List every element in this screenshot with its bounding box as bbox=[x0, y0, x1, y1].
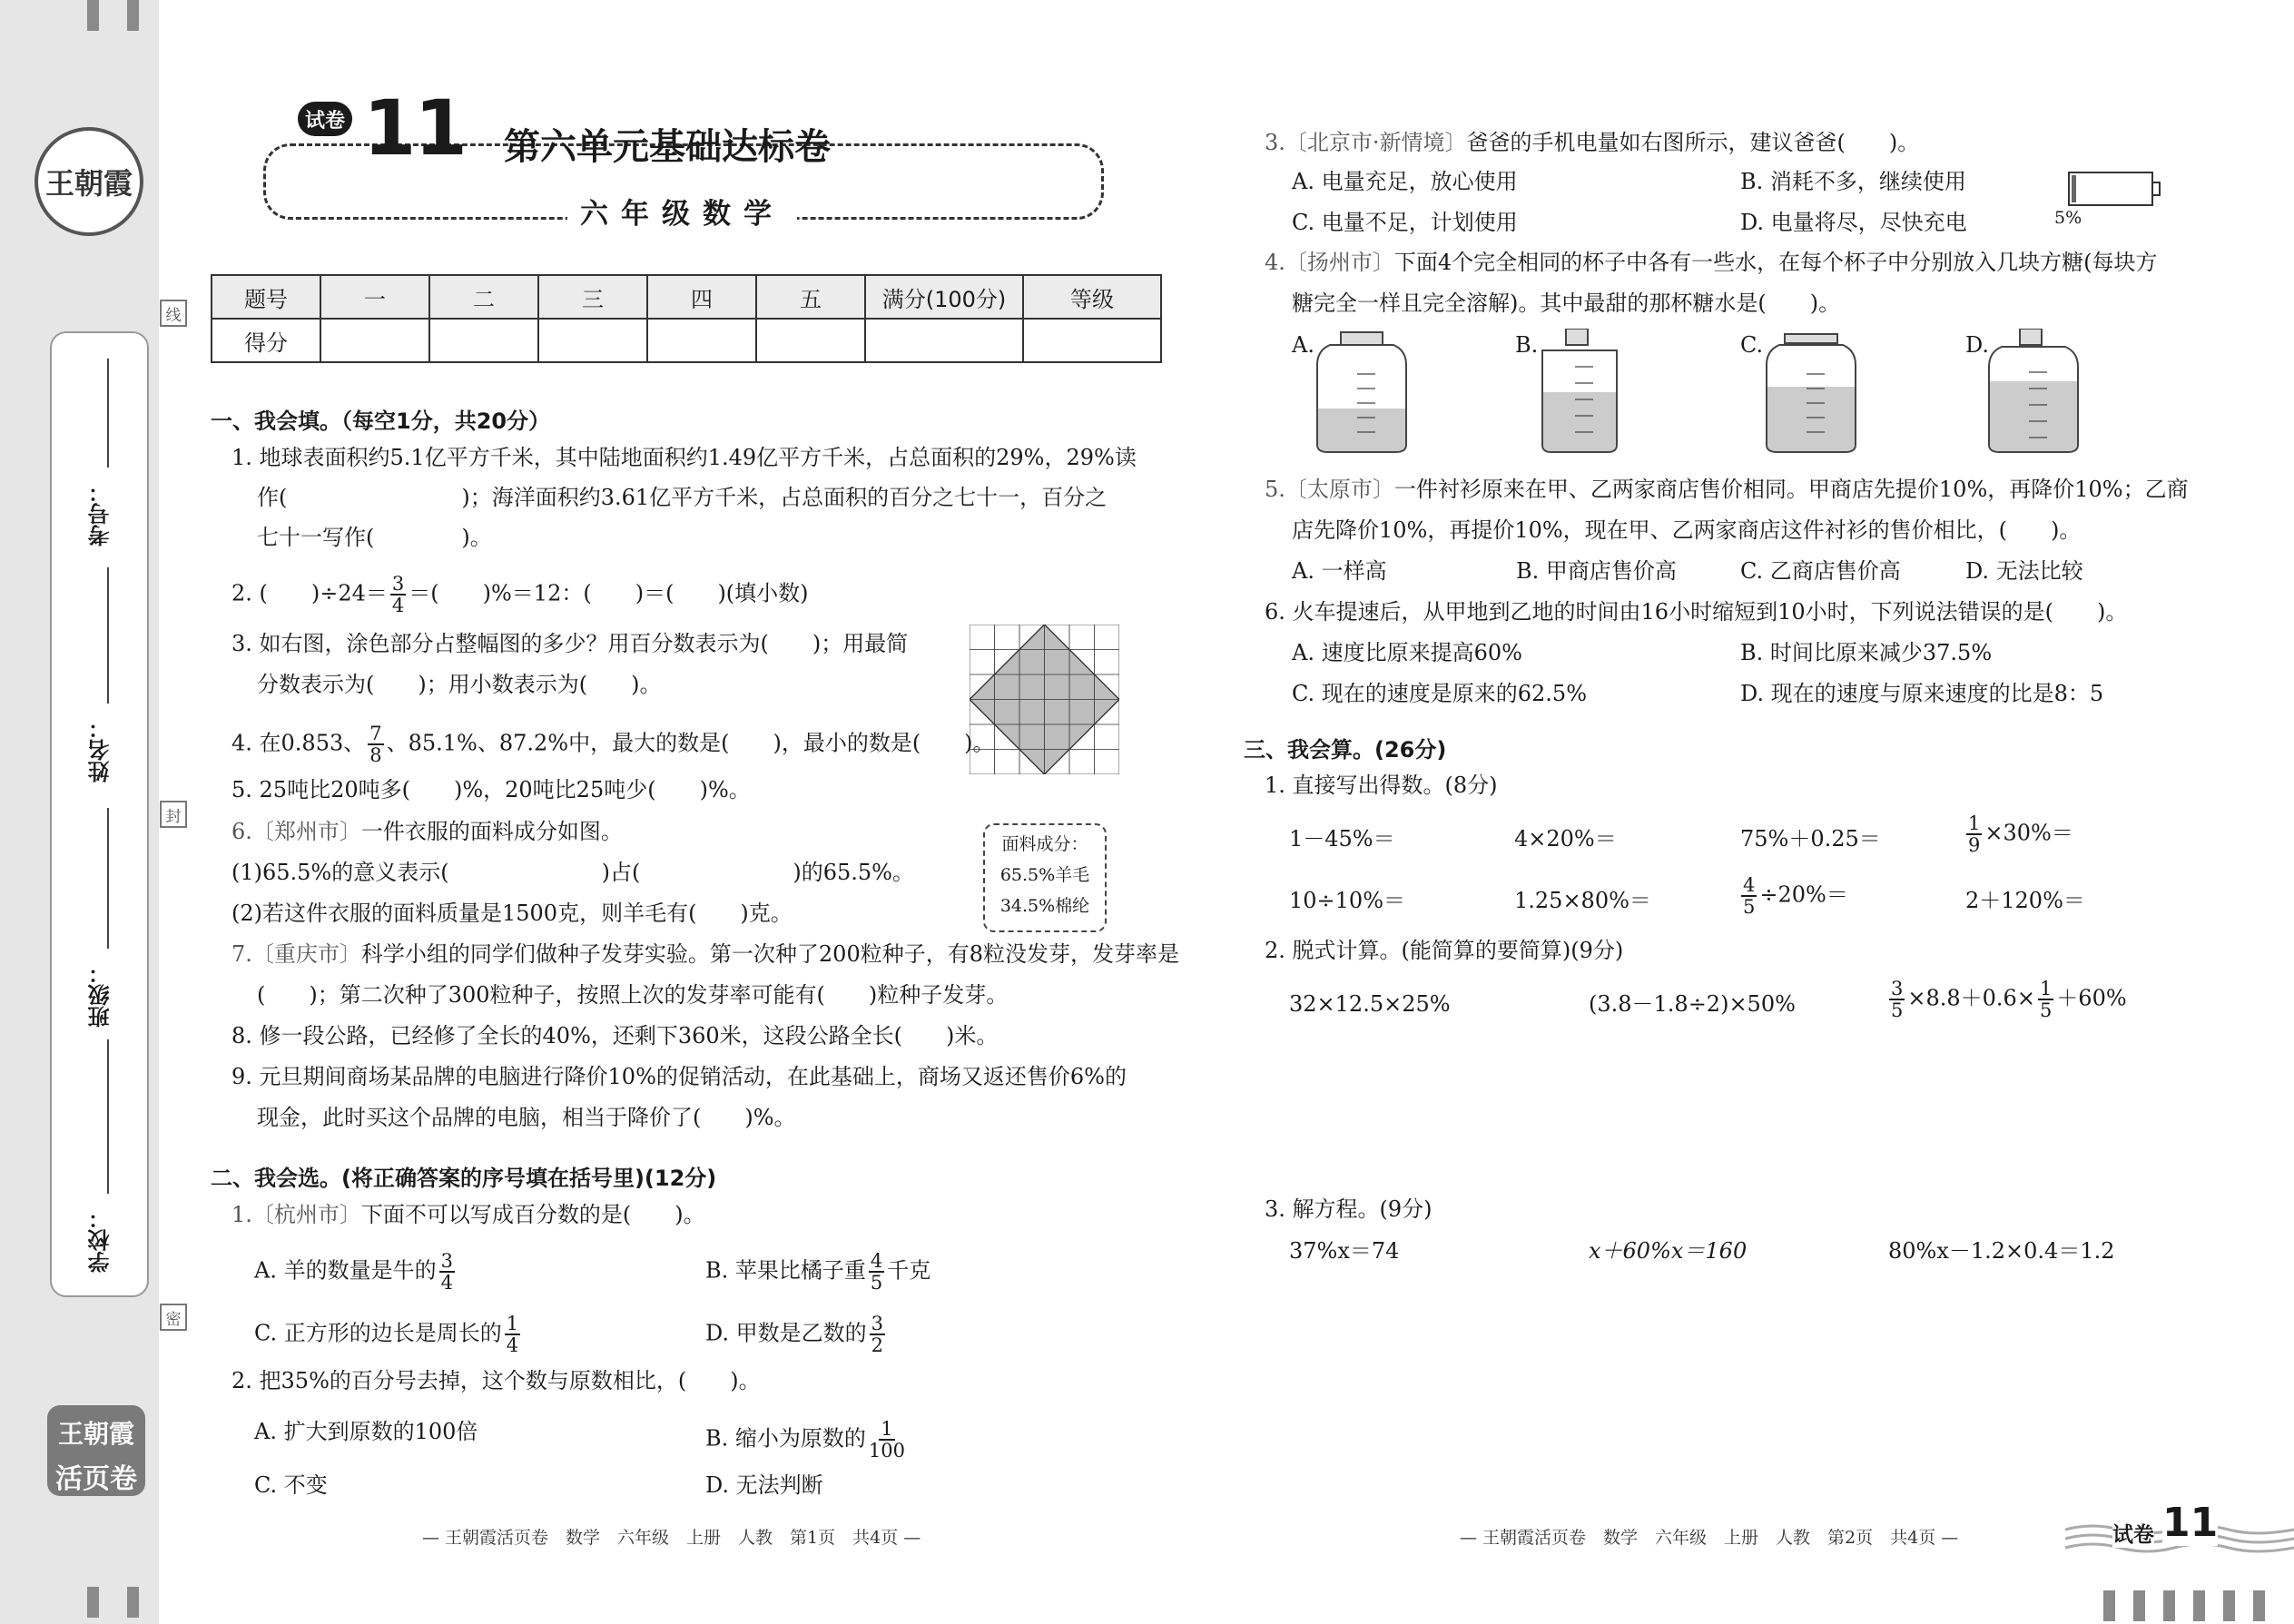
frac-den: 9 bbox=[1968, 834, 1981, 856]
s1-q2 bbox=[231, 574, 809, 615]
calc-item: (3.8－1.8÷2)×50% bbox=[1589, 991, 1796, 1017]
table-header: 三 bbox=[538, 275, 647, 319]
frac-num: 4 bbox=[870, 1250, 883, 1272]
cup-label-d[interactable]: D. bbox=[1965, 332, 1990, 358]
score-cell[interactable] bbox=[1023, 319, 1161, 362]
section2-title: 二、我会选。(将正确答案的序号填在括号里)(12分) bbox=[211, 1166, 717, 1191]
strip-bar bbox=[2103, 1590, 2115, 1621]
frac-den: 5 bbox=[1743, 896, 1756, 918]
frac-num: 7 bbox=[369, 723, 382, 744]
strip-bar bbox=[2163, 1590, 2175, 1621]
s1-q6-a: (1)65.5%的意义表示( )占( )的65.5%。 bbox=[231, 860, 914, 885]
s1-q6 bbox=[231, 819, 623, 844]
fraction bbox=[869, 1251, 884, 1293]
fabric-nylon: 34.5%棉纶 bbox=[999, 896, 1090, 916]
s2-q6-option-b[interactable]: B. 时间比原来减少37.5% bbox=[1740, 640, 1993, 665]
name-field[interactable] bbox=[107, 567, 109, 704]
strip-bar bbox=[127, 1587, 139, 1618]
strip-bar bbox=[87, 1587, 99, 1618]
option-text: C. 正方形的边长是周长的 bbox=[254, 1320, 502, 1346]
frac-num: 1 bbox=[2039, 978, 2053, 999]
calc-item: 4×20%＝ bbox=[1514, 826, 1617, 851]
fraction bbox=[390, 574, 406, 615]
calc-text: ＋60% bbox=[2056, 985, 2127, 1011]
s1-q2-b: ＝( )%＝12：( )＝( )(填小数) bbox=[409, 580, 809, 606]
s1-q1-line1: 1. 地球表面积约5.1亿平方千米，其中陆地面积约1.49亿平方千米，占总面积的29%，29%读 bbox=[231, 445, 1137, 470]
s1-q4 bbox=[231, 723, 995, 765]
table-header: 一 bbox=[320, 275, 429, 319]
strip-bar bbox=[2133, 1590, 2145, 1621]
frac-den: 4 bbox=[506, 1334, 519, 1356]
calc-item bbox=[1738, 875, 1848, 917]
s3-q1-title: 1. 直接写出得数。(8分) bbox=[1265, 773, 1498, 798]
s2-q6-option-d[interactable]: D. 现在的速度与原来速度的比是8：5 bbox=[1740, 681, 2104, 706]
score-table bbox=[211, 274, 1162, 363]
equation-item: 37%x＝74 bbox=[1289, 1238, 1400, 1264]
source-tag: 5.〔太原市〕 bbox=[1265, 477, 1394, 502]
frac-num: 1 bbox=[881, 1418, 893, 1440]
class-field[interactable] bbox=[107, 808, 109, 949]
school-field[interactable] bbox=[107, 1039, 109, 1194]
footer-right: — 王朝霞活页卷 数学 六年级 上册 人教 第2页 共4页 — bbox=[1460, 1528, 1959, 1548]
s2-q5-text2: 店先降价10%，再提价10%，现在甲、乙两家商店这件衬衫的售价相比，( )。 bbox=[1292, 517, 2082, 543]
s2-q2-option-a[interactable]: A. 扩大到原数的100倍 bbox=[254, 1419, 478, 1444]
fraction bbox=[1741, 875, 1757, 917]
source-tag: 7.〔重庆市〕 bbox=[231, 941, 361, 967]
section1-title: 一、我会填。（每空1分，共20分） bbox=[211, 408, 551, 434]
option-text: D. 甲数是乙数的 bbox=[705, 1320, 867, 1346]
source-tag: 1.〔杭州市〕 bbox=[231, 1202, 361, 1227]
s1-q2-a: 2. ( )÷24＝ bbox=[231, 580, 388, 606]
s2-q2-option-b[interactable] bbox=[705, 1419, 908, 1461]
score-cell[interactable] bbox=[865, 319, 1023, 362]
strip-bar bbox=[87, 0, 99, 31]
fraction bbox=[870, 1314, 885, 1355]
frac-num: 3 bbox=[440, 1250, 453, 1272]
s2-q6-option-a[interactable]: A. 速度比原来提高60% bbox=[1292, 640, 1522, 665]
fraction bbox=[1966, 813, 1982, 855]
source-tag: 3.〔北京市·新情境〕 bbox=[1265, 130, 1467, 155]
score-cell[interactable] bbox=[320, 319, 429, 362]
frac-den: 4 bbox=[391, 595, 405, 616]
s2-q3-text: 爸爸的手机电量如右图所示，建议爸爸( )。 bbox=[1466, 130, 1920, 155]
frac-num: 1 bbox=[506, 1313, 519, 1334]
equation-item: 80%x－1.2×0.4＝1.2 bbox=[1888, 1238, 2115, 1264]
brand-logo bbox=[34, 127, 143, 236]
student-info-box bbox=[50, 331, 149, 1297]
battery-level: 5% bbox=[2054, 208, 2082, 228]
s1-q9-line2: 现金，此时买这个品牌的电脑，相当于降价了( )%。 bbox=[257, 1105, 796, 1130]
s1-q4-b: 、85.1%、87.2%中，最大的数是( )，最小的数是( )。 bbox=[386, 730, 995, 756]
s1-q1-line2: 作( )；海洋面积约3.61亿平方千米，占总面积的百分之七十一，百分之 bbox=[257, 485, 1108, 510]
cup-a-icon[interactable] bbox=[1312, 329, 1412, 456]
calc-item: 1－45%＝ bbox=[1289, 826, 1395, 851]
calc-item: 1.25×80%＝ bbox=[1514, 888, 1651, 913]
bind-mark-seal: 封 bbox=[160, 801, 187, 828]
calc-item bbox=[1964, 813, 2073, 855]
table-header: 五 bbox=[756, 275, 865, 319]
score-header-row bbox=[212, 275, 1161, 319]
footer-left: — 王朝霞活页卷 数学 六年级 上册 人教 第1页 共4页 — bbox=[422, 1528, 921, 1548]
s3-q3-title: 3. 解方程。(9分) bbox=[1265, 1196, 1433, 1222]
equation-item: x＋60%x＝160 bbox=[1589, 1238, 1748, 1264]
strip-bar bbox=[2193, 1590, 2205, 1621]
cup-label-a[interactable]: A. bbox=[1292, 332, 1314, 358]
source-tag: 6.〔郑州市〕 bbox=[231, 819, 361, 844]
fraction bbox=[1889, 979, 1905, 1020]
s2-q3-option-b[interactable]: B. 消耗不多，继续使用 bbox=[1740, 169, 1966, 194]
s2-q5-text: 一件衬衫原来在甲、乙两家商店售价相同。甲商店先提价10%，再降价10%；乙商 bbox=[1393, 477, 2189, 502]
cup-label-b[interactable]: B. bbox=[1515, 332, 1539, 358]
fabric-title: 面料成分： bbox=[1001, 834, 1088, 854]
s1-q8: 8. 修一段公路，已经修了全长的40%，还剩下360米，这段公路全长( )米。 bbox=[231, 1023, 999, 1048]
fraction bbox=[505, 1314, 520, 1355]
score-cell[interactable] bbox=[538, 319, 647, 362]
calc-text: ×30%＝ bbox=[1984, 820, 2073, 846]
school-label: 学校： bbox=[88, 1207, 113, 1273]
frac-den: 5 bbox=[2039, 999, 2053, 1021]
s1-q3-line2: 分数表示为( )；用小数表示为( )。 bbox=[257, 672, 662, 697]
option-unit: 千克 bbox=[887, 1257, 931, 1284]
frac-den: 5 bbox=[870, 1272, 883, 1294]
s2-q1-option-c[interactable] bbox=[254, 1314, 523, 1355]
s2-q2-option-c[interactable]: C. 不变 bbox=[254, 1472, 328, 1498]
s1-q7-b: ( )；第二次种了300粒种子，按照上次的发芽率可能有( )粒种子发芽。 bbox=[257, 982, 1009, 1008]
calc-item bbox=[1886, 979, 2127, 1020]
frac-num: 4 bbox=[1743, 874, 1756, 896]
score-cell[interactable] bbox=[429, 319, 538, 362]
cup-b-icon[interactable] bbox=[1530, 329, 1629, 456]
class-label: 班级： bbox=[88, 962, 113, 1028]
s2-q5-option-a[interactable]: A. 一样高 bbox=[1292, 558, 1387, 584]
s2-q5-option-b[interactable]: B. 甲商店售价高 bbox=[1516, 558, 1677, 584]
s2-q5-option-d[interactable]: D. 无法比较 bbox=[1965, 558, 2083, 584]
table-header: 二 bbox=[429, 275, 538, 319]
frac-num: 3 bbox=[1891, 978, 1904, 999]
test-tag: 试卷 bbox=[298, 102, 352, 136]
page-title: 第六单元基础达标卷 bbox=[504, 126, 831, 168]
table-header: 满分(100分) bbox=[865, 275, 1023, 319]
strip-bar bbox=[2223, 1590, 2235, 1621]
s1-q7-text: 科学小组的同学们做种子发芽实验。第一次种了200粒种子，有8粒没发芽，发芽率是 bbox=[360, 941, 1179, 967]
badge-line2: 活页卷 bbox=[55, 1463, 137, 1495]
option-text: B. 缩小为原数的 bbox=[705, 1425, 866, 1452]
frac-den: 8 bbox=[369, 744, 382, 766]
cup-c-icon[interactable] bbox=[1761, 329, 1861, 456]
fabric-wool: 65.5%羊毛 bbox=[999, 865, 1090, 885]
score-cell[interactable] bbox=[647, 319, 756, 362]
battery-icon bbox=[2067, 171, 2162, 207]
exam-no-field[interactable] bbox=[107, 359, 109, 468]
source-tag: 4.〔扬州市〕 bbox=[1265, 250, 1394, 275]
brand-badge bbox=[47, 1405, 145, 1496]
table-header: 题号 bbox=[212, 275, 320, 319]
s3-q2-title: 2. 脱式计算。(能简算的要简算)(9分) bbox=[1265, 938, 1624, 963]
frac-den: 2 bbox=[871, 1334, 884, 1356]
corner-test-number: 11 bbox=[2162, 1500, 2219, 1546]
frac-den: 100 bbox=[868, 1440, 905, 1462]
option-text: A. 羊的数量是牛的 bbox=[254, 1257, 437, 1284]
score-cell[interactable] bbox=[756, 319, 865, 362]
bind-mark-line: 线 bbox=[160, 300, 187, 327]
s2-q1-option-d[interactable] bbox=[705, 1314, 888, 1355]
strip-bar bbox=[2253, 1590, 2265, 1621]
s1-q7 bbox=[231, 941, 1179, 967]
s2-q3-option-d[interactable]: D. 电量将尽，尽快充电 bbox=[1740, 210, 1967, 235]
calc-item: 10÷10%＝ bbox=[1289, 888, 1405, 913]
corner-test-tag: 试卷 bbox=[2112, 1518, 2154, 1548]
s2-q4-text2: 糖完全一样且完全溶解)。其中最甜的那杯糖水是( )。 bbox=[1292, 290, 1841, 316]
table-header: 四 bbox=[647, 275, 756, 319]
option-text: B. 苹果比橘子重 bbox=[705, 1257, 866, 1284]
s2-q6-option-c[interactable]: C. 现在的速度是原来的62.5% bbox=[1292, 681, 1588, 706]
calc-item: 75%＋0.25＝ bbox=[1740, 826, 1881, 851]
cup-label-c[interactable]: C. bbox=[1740, 332, 1764, 358]
s2-q5-option-c[interactable]: C. 乙商店售价高 bbox=[1740, 558, 1901, 584]
strip-bar bbox=[127, 0, 139, 31]
logo-text: 王朝霞 bbox=[44, 166, 133, 201]
frac-den: 4 bbox=[440, 1272, 453, 1294]
fraction bbox=[368, 723, 383, 765]
s1-q4-a: 4. 在0.853、 bbox=[231, 730, 366, 756]
name-label: 姓名： bbox=[88, 717, 113, 782]
s1-q6-text: 一件衣服的面料成分如图。 bbox=[360, 819, 623, 844]
calc-text: ÷20%＝ bbox=[1759, 881, 1848, 908]
page-subtitle: 六年级数学 bbox=[567, 191, 797, 231]
frac-num: 3 bbox=[871, 1313, 884, 1334]
s2-q1-option-b[interactable] bbox=[705, 1251, 930, 1293]
frac-num: 3 bbox=[391, 573, 405, 595]
s2-q3-option-c[interactable]: C. 电量不足，计划使用 bbox=[1292, 210, 1518, 235]
cup-d-icon[interactable] bbox=[1984, 329, 2083, 456]
fabric-label-box bbox=[983, 823, 1107, 932]
s2-q4-text: 下面4个完全相同的杯子中各有一些水，在每个杯子中分别放入几块方糖(每块方 bbox=[1393, 250, 2158, 275]
bind-mark-secret: 密 bbox=[160, 1304, 187, 1331]
s2-q1-text: 下面不可以写成百分数的是( )。 bbox=[360, 1202, 705, 1227]
test-number: 11 bbox=[363, 84, 466, 172]
s2-q4 bbox=[1265, 250, 2158, 275]
s1-q9-line1: 9. 元旦期间商场某品牌的电脑进行降价10%的促销活动，在此基础上，商场又返还售价6%的 bbox=[231, 1064, 1127, 1089]
s2-q1-option-a[interactable] bbox=[254, 1251, 458, 1293]
calc-text: ×8.8＋0.6× bbox=[1907, 985, 2035, 1011]
s1-q3-line1: 3. 如右图，涂色部分占整幅图的多少？用百分数表示为( )；用最简 bbox=[231, 631, 909, 656]
fraction bbox=[439, 1251, 455, 1293]
section3-title: 三、我会算。(26分) bbox=[1244, 737, 1447, 763]
s1-q1-line3: 七十一写作( )。 bbox=[257, 525, 492, 550]
s1-q5: 5. 25吨比20吨多( )%，20吨比25吨少( )%。 bbox=[231, 777, 751, 802]
s1-q6-b: (2)若这件衣服的面料质量是1500克，则羊毛有( )克。 bbox=[231, 901, 793, 926]
frac-den: 5 bbox=[1891, 999, 1904, 1021]
s2-q6: 6. 火车提速后，从甲地到乙地的时间由16小时缩短到10小时，下列说法错误的是( )。 bbox=[1265, 599, 2128, 625]
score-row bbox=[212, 319, 1161, 362]
s2-q5 bbox=[1265, 477, 2189, 502]
calc-item: 2＋120%＝ bbox=[1965, 888, 2085, 913]
frac-num: 1 bbox=[1968, 812, 1981, 834]
exam-no-label: 考号： bbox=[88, 481, 113, 546]
s2-q2: 2. 把35%的百分号去掉，这个数与原数相比，( )。 bbox=[231, 1368, 761, 1393]
fraction bbox=[869, 1419, 905, 1461]
score-row-label: 得分 bbox=[212, 319, 320, 362]
s2-q3-option-a[interactable]: A. 电量充足，放心使用 bbox=[1292, 169, 1518, 194]
s2-q1 bbox=[231, 1202, 705, 1227]
s2-q3 bbox=[1265, 130, 1919, 155]
table-header: 等级 bbox=[1023, 275, 1161, 319]
calc-item: 32×12.5×25% bbox=[1289, 991, 1451, 1017]
s2-q2-option-d[interactable]: D. 无法判断 bbox=[705, 1472, 823, 1498]
fraction bbox=[2038, 979, 2053, 1020]
badge-line1: 王朝霞 bbox=[57, 1419, 134, 1449]
